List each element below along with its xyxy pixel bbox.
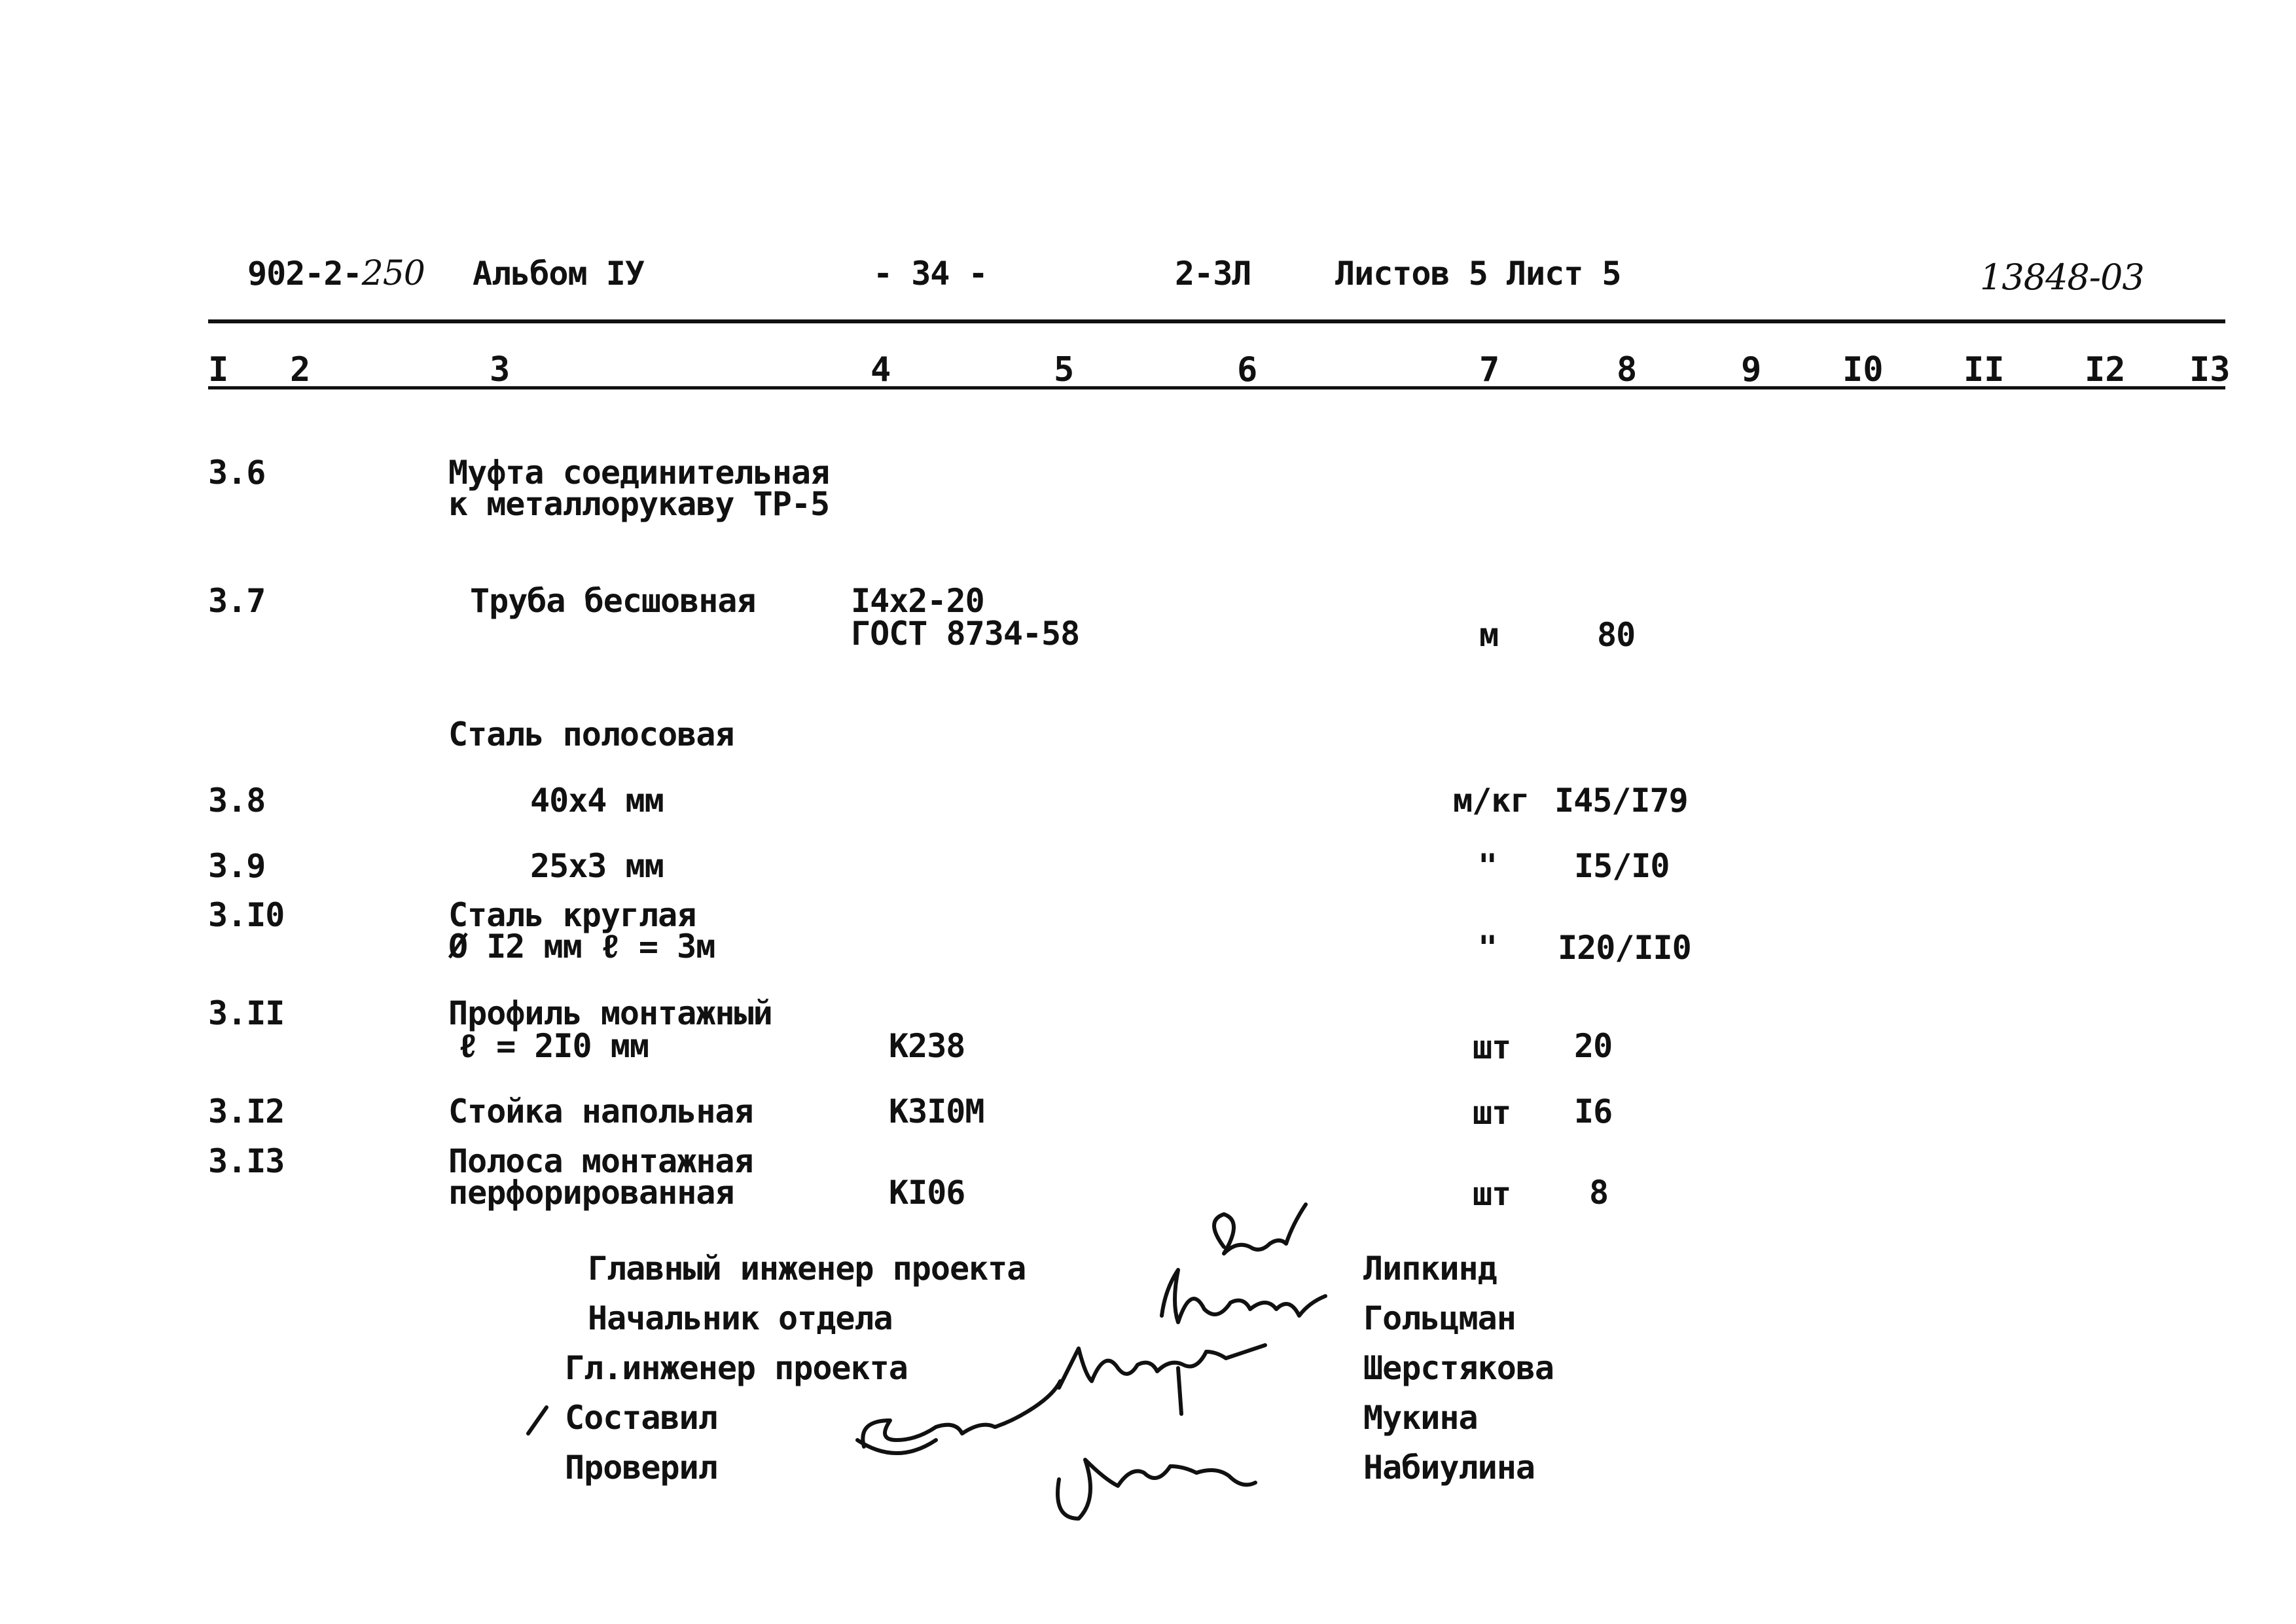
row-position: 3.I3	[208, 1142, 285, 1180]
column-number-3: 3	[490, 350, 511, 389]
column-number-7: 7	[1479, 350, 1500, 389]
row-spec: К3I0М	[889, 1092, 984, 1130]
album-label: Альбом IУ	[473, 255, 644, 293]
row-unit: шт	[1473, 1094, 1511, 1132]
row-unit: шт	[1473, 1175, 1511, 1213]
column-number-4: 4	[870, 350, 891, 389]
signature-name-department-head: Гольцман	[1363, 1299, 1516, 1337]
column-number-13: I3	[2189, 350, 2231, 389]
document-code-handwritten: 250	[361, 254, 425, 293]
signature-scribble-4	[857, 1381, 1060, 1453]
signature-scribble-3	[1059, 1345, 1265, 1414]
signature-role-checked: Проверил	[565, 1449, 717, 1487]
row-position: 3.I0	[208, 896, 285, 934]
row-unit: м	[1479, 616, 1499, 654]
signature-name-project-engineer: Шерстякова	[1363, 1349, 1554, 1387]
signature-scribble-5	[1058, 1460, 1255, 1519]
column-number-5: 5	[1054, 350, 1075, 389]
signature-role-department-head: Начальник отдела	[588, 1299, 893, 1337]
row-name-cont: Ø I2 мм ℓ = 3м	[448, 928, 715, 965]
row-name: Полоса монтажная	[448, 1142, 753, 1180]
row-quantity: 20	[1574, 1027, 1613, 1065]
signature-scribble-2	[1162, 1270, 1325, 1322]
row-unit: "	[1478, 929, 1498, 967]
row-name: 25х3 мм	[530, 847, 664, 885]
inventory-number: 13848-03	[1980, 257, 2144, 298]
group-heading: Сталь полосовая	[448, 715, 734, 753]
sheet-count: Листов 5 Лист 5	[1335, 255, 1621, 293]
signature-role-chief-engineer: Главный инженер проекта	[588, 1250, 1026, 1288]
row-name: Сталь круглая	[448, 896, 696, 934]
row-position: 3.9	[208, 847, 266, 885]
row-quantity: I5/I0	[1574, 847, 1670, 885]
signature-name-checked: Набиулина	[1363, 1449, 1535, 1487]
row-spec: К238	[889, 1027, 965, 1065]
row-name: Муфта соединительная	[448, 454, 830, 492]
row-name: 40х4 мм	[530, 782, 664, 820]
row-quantity: I20/II0	[1558, 929, 1691, 967]
row-position: 3.I2	[208, 1092, 285, 1130]
signature-name-chief-engineer: Липкинд	[1363, 1250, 1497, 1288]
column-number-10: I0	[1842, 350, 1884, 389]
row-name-cont: к металлорукаву ТР-5	[448, 485, 830, 523]
document-code-prefix: 902-2-	[247, 255, 362, 293]
signature-role-compiled: Составил	[565, 1399, 717, 1437]
column-number-11: II	[1964, 350, 2005, 389]
row-quantity: I6	[1574, 1092, 1613, 1130]
row-spec-cont: ГОСТ 8734-58	[851, 615, 1080, 653]
column-number-2: 2	[290, 350, 311, 389]
row-position: 3.7	[208, 582, 266, 620]
row-position: 3.8	[208, 782, 266, 820]
column-number-1: I	[208, 350, 229, 389]
row-unit: м/кг	[1453, 782, 1530, 820]
signature-name-compiled: Мукина	[1363, 1399, 1478, 1437]
row-name-cont: ℓ = 2I0 мм	[458, 1027, 649, 1065]
section-code: 2-ЗЛ	[1175, 255, 1251, 293]
row-name: Стойка напольная	[448, 1092, 753, 1130]
row-name: Профиль монтажный	[448, 994, 772, 1032]
signature-role-project-engineer: Гл.инженер проекта	[565, 1349, 908, 1387]
row-quantity: 80	[1597, 616, 1636, 654]
column-number-12: I2	[2085, 350, 2126, 389]
row-name-cont: перфорированная	[448, 1174, 734, 1212]
page-number: - 34 -	[873, 255, 988, 293]
column-number-6: 6	[1237, 350, 1258, 389]
row-quantity: I45/I79	[1554, 782, 1688, 820]
signature-slash	[528, 1407, 547, 1434]
column-number-9: 9	[1741, 350, 1762, 389]
column-number-8: 8	[1617, 350, 1638, 389]
row-unit: шт	[1473, 1028, 1511, 1066]
row-position: 3.II	[208, 994, 285, 1032]
row-quantity: 8	[1589, 1174, 1609, 1212]
row-position: 3.6	[208, 454, 266, 492]
signature-scribble-1	[1214, 1204, 1306, 1254]
row-spec: КI06	[889, 1174, 965, 1212]
row-unit: "	[1478, 847, 1498, 885]
row-spec: I4x2-20	[851, 582, 984, 620]
row-name: Труба бесшовная	[470, 582, 756, 620]
